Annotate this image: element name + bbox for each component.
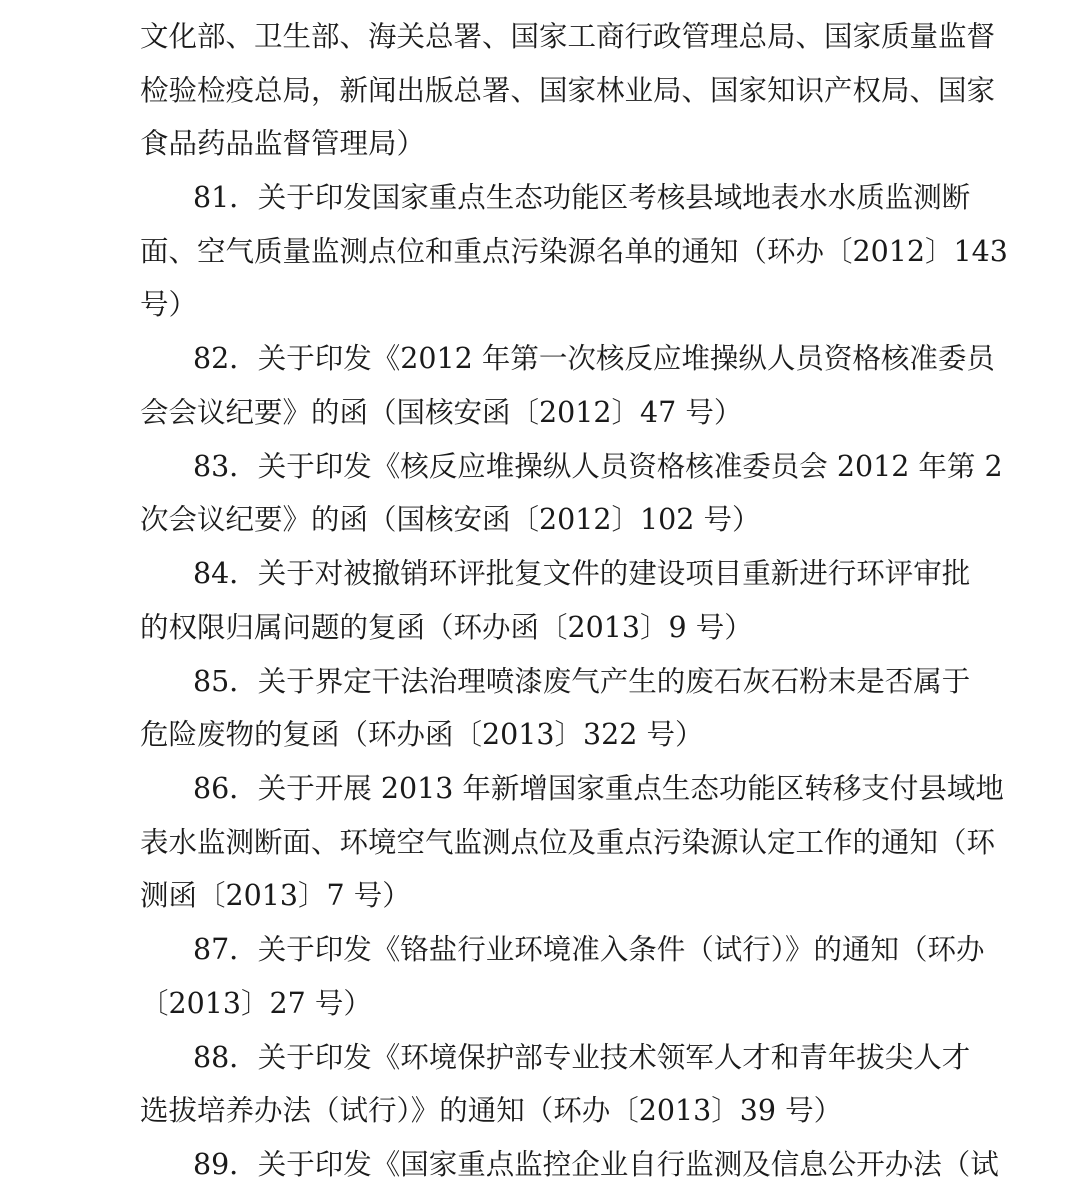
list-item-82-line-2: 会会议纪要》的函（国核安函〔2012〕47 号） bbox=[140, 396, 743, 429]
list-item-87-line-1: 87．关于印发《铬盐行业环境准入条件（试行）》的通知（环办 bbox=[193, 933, 985, 966]
list-item-88-line-1: 88．关于印发《环境保护部专业技术领军人才和青年拔尖人才 bbox=[193, 1041, 971, 1074]
list-item-81-line-3: 号） bbox=[140, 288, 198, 321]
list-item-88-line-2: 选拔培养办法（试行）》的通知（环办〔2013〕39 号） bbox=[140, 1094, 843, 1127]
list-item-87-line-2: 〔2013〕27 号） bbox=[140, 987, 372, 1020]
list-item-84-line-2: 的权限归属问题的复函（环办函〔2013〕9 号） bbox=[140, 611, 753, 644]
list-item-86-line-3: 测函〔2013〕7 号） bbox=[140, 879, 411, 912]
text-line: 食品药品监督管理局） bbox=[140, 127, 426, 160]
list-item-81-line-2: 面、空气质量监测点位和重点污染源名单的通知（环办〔2012〕143 bbox=[140, 235, 1008, 268]
list-item-85-line-2: 危险废物的复函（环办函〔2013〕322 号） bbox=[140, 718, 704, 751]
text-line: 检验检疫总局，新闻出版总署、国家林业局、国家知识产权局、国家 bbox=[140, 74, 996, 107]
list-item-83-line-1: 83．关于印发《核反应堆操纵人员资格核准委员会 2012 年第 2 bbox=[193, 450, 1003, 483]
list-item-84-line-1: 84．关于对被撤销环评批复文件的建设项目重新进行环评审批 bbox=[193, 557, 971, 590]
text-line: 文化部、卫生部、海关总署、国家工商行政管理总局、国家质量监督 bbox=[140, 20, 996, 53]
list-item-82-line-1: 82．关于印发《2012 年第一次核反应堆操纵人员资格核准委员 bbox=[193, 342, 995, 375]
list-item-89-line-1: 89．关于印发《国家重点监控企业自行监测及信息公开办法（试 bbox=[193, 1148, 999, 1181]
list-item-83-line-2: 次会议纪要》的函（国核安函〔2012〕102 号） bbox=[140, 503, 761, 536]
list-item-81-line-1: 81．关于印发国家重点生态功能区考核县域地表水水质监测断 bbox=[193, 181, 971, 214]
list-item-85-line-1: 85．关于界定干法治理喷漆废气产生的废石灰石粉末是否属于 bbox=[193, 665, 971, 698]
list-item-86-line-1: 86．关于开展 2013 年新增国家重点生态功能区转移支付县域地 bbox=[193, 772, 1004, 805]
list-item-86-line-2: 表水监测断面、环境空气监测点位及重点污染源认定工作的通知（环 bbox=[140, 826, 996, 859]
